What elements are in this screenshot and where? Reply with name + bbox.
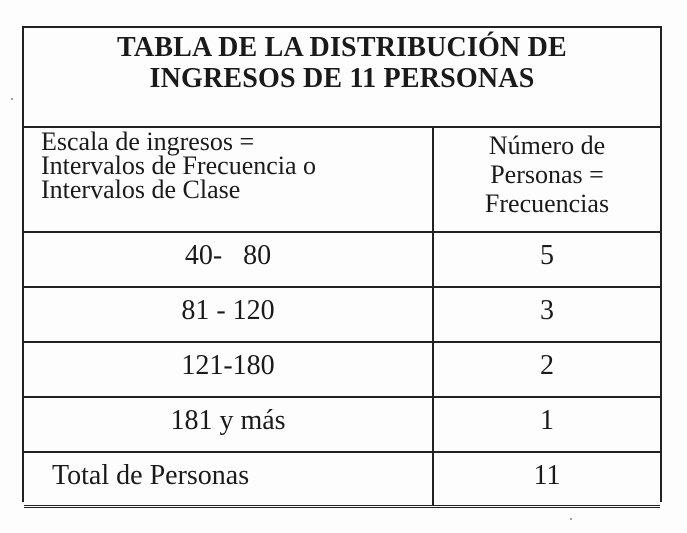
scan-speck xyxy=(570,518,572,520)
scan-speck xyxy=(11,98,13,100)
column-header-frequencies-line: Frecuencias xyxy=(484,189,610,218)
table-title-line-1: TABLA DE LA DISTRIBUCIÓN DE xyxy=(117,32,567,63)
column-header-frequencies-line: Número de xyxy=(488,131,606,160)
income-distribution-table xyxy=(22,26,662,502)
interval-cell: 121-180 xyxy=(24,343,434,396)
table-row xyxy=(24,233,660,288)
column-header-frequencies xyxy=(434,128,660,233)
interval-cell: 40- 80 xyxy=(24,233,434,286)
column-header-intervals-line: Escala de ingresos = xyxy=(41,127,255,156)
frequency-cell: 3 xyxy=(540,295,554,326)
table-row xyxy=(24,343,660,398)
table-title-line-2: INGRESOS DE 11 PERSONAS xyxy=(149,63,535,94)
column-header-frequencies-line: Personas = xyxy=(490,160,604,189)
table-row xyxy=(24,288,660,343)
interval-cell: 181 y más xyxy=(24,398,434,451)
column-header-intervals-line: Intervalos de Clase xyxy=(41,175,241,204)
total-row xyxy=(24,453,660,508)
total-frequency-cell: 11 xyxy=(533,460,561,491)
interval-cell: 81 - 120 xyxy=(24,288,434,341)
frequency-cell: 1 xyxy=(540,405,554,436)
frequency-cell: 5 xyxy=(540,240,554,271)
total-label-cell: Total de Personas xyxy=(24,453,434,505)
table-row xyxy=(24,398,660,453)
table-title xyxy=(24,28,660,128)
column-header-intervals xyxy=(24,128,434,233)
frequency-cell: 2 xyxy=(540,350,554,381)
column-header-intervals-line: Intervalos de Frecuencia o xyxy=(41,151,317,180)
